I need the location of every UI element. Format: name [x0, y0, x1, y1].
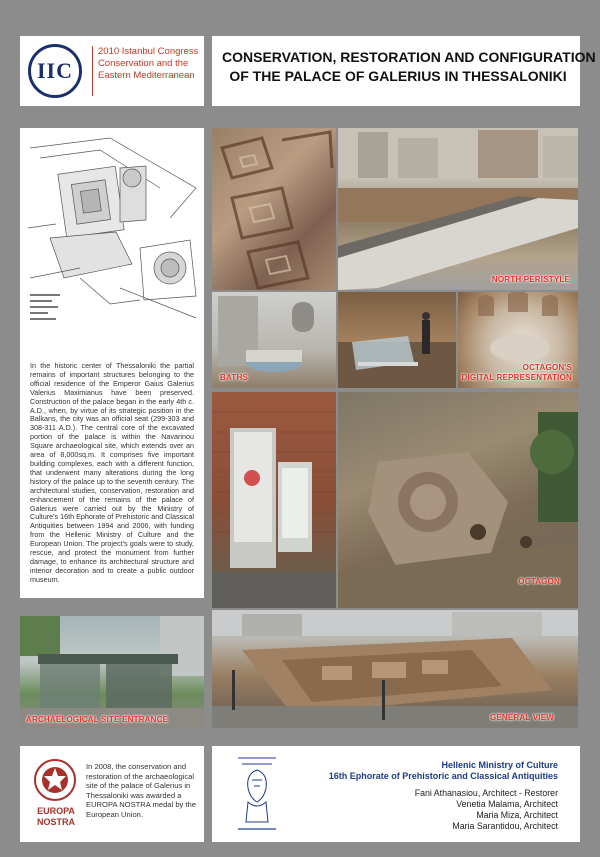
baths-photo: [212, 292, 336, 388]
ministry-name: Hellenic Ministry of Culture 16th Ephorate of Prehistoric and Classical Antiquities: [328, 760, 558, 781]
visitor-scene: [338, 292, 456, 388]
octagon-photo: [338, 392, 578, 608]
peristyle-scene: [338, 128, 578, 290]
iic-logo: IIC: [28, 44, 82, 98]
caption-general-view: GENERAL VIEW: [489, 713, 554, 722]
poster-title-panel: [212, 36, 596, 106]
author-item: Maria Sarantidou, Architect: [452, 821, 558, 831]
congress-name: 2010 Istanbul Congress Conservation and the Eastern Mediterranean: [98, 46, 199, 81]
caption-octagon-digital-1: OCTAGON'S: [522, 363, 572, 372]
mosaic-pattern: [212, 128, 336, 290]
authors-list: [415, 788, 558, 832]
site-plan-drawing: [20, 128, 204, 340]
site-plan-panel: [20, 128, 204, 340]
info-panels-photo: [212, 392, 336, 608]
octagon-digital-photo: [458, 292, 578, 388]
award-panel: [20, 746, 204, 842]
logo-divider: [92, 46, 93, 96]
north-peristyle-photo: [338, 128, 578, 290]
congress-logo-panel: [20, 36, 204, 106]
excavation-visitor-photo: [338, 292, 456, 388]
intro-text-panel: [20, 340, 204, 598]
info-panels-scene: [212, 392, 336, 608]
caption-octagon: OCTAGON: [518, 577, 560, 586]
credits-panel: [212, 746, 580, 842]
caption-baths: BATHS: [220, 373, 248, 382]
caption-north-peristyle: NORTH PERISTYLE: [491, 275, 570, 284]
mosaic-floor-photo: [212, 128, 336, 290]
caption-site-entrance: ARCHAELOGICAL SITE ENTRANCE: [26, 715, 169, 724]
general-view-photo: [212, 610, 578, 728]
general-view-scene: [212, 610, 578, 728]
caption-octagon-digital-2: DIGITAL REPRESENTATION: [461, 373, 572, 382]
europa-nostra-emblem-icon: [30, 756, 80, 804]
site-entrance-photo: [20, 616, 204, 728]
intro-text: In the historic center of Thessaloniki the partial remains of important structures belonging to the official residence of the Emperor Gaius Galerius Valerius Maximianus have been preserved. Construction of the palace began in the early 4th c. A.D., when, by virtue of its strategic position in the Balkans, the city was an official seat (299-303 and 308-311 A.D.). The central core of the excavated portion of the palace is within the Navarinou Square archaeological site, which extends over an area of 8,000sq.m. It comprises five important building complexes, each with a different function, that underwent many alterations during the long history of the palace up to the seventh century. The architectural studies, conservation, restoration and enhancement of the remains of the palace of Galerius were carried out by the Ministry of Culture's 16th Ephorate of Prehistoric and Classical Antiquities between 1994 and 2006, with funding from the Hellenic Ministry of Culture and the European Union. The project's goals were to study, rescue, and protect the monument from further damage, to enhance its architectural structure and interior decoration and to create a public outdoor museum.: [30, 361, 194, 584]
europa-nostra-label: EUROPA NOSTRA: [37, 806, 75, 827]
ministry-emblem-icon: [234, 752, 280, 836]
author-item: Maria Miza, Architect: [476, 810, 558, 820]
entrance-scene: [20, 616, 204, 728]
author-item: Fani Athanasiou, Architect - Restorer: [414, 788, 558, 798]
poster-title: CONSERVATION, RESTORATION AND CONFIGURATION OF THE PALACE OF GALERIUS IN THESSALONIKI: [222, 49, 596, 84]
octagon-scene: [338, 392, 578, 608]
award-text: In 2008, the conservation and restoration of the archaeological site of the palace of Galerius in Thessaloniki was awarded a EUROPA NOSTRA medal by the European Union.: [86, 762, 197, 819]
author-item: Venetia Malama, Architect: [456, 799, 558, 809]
